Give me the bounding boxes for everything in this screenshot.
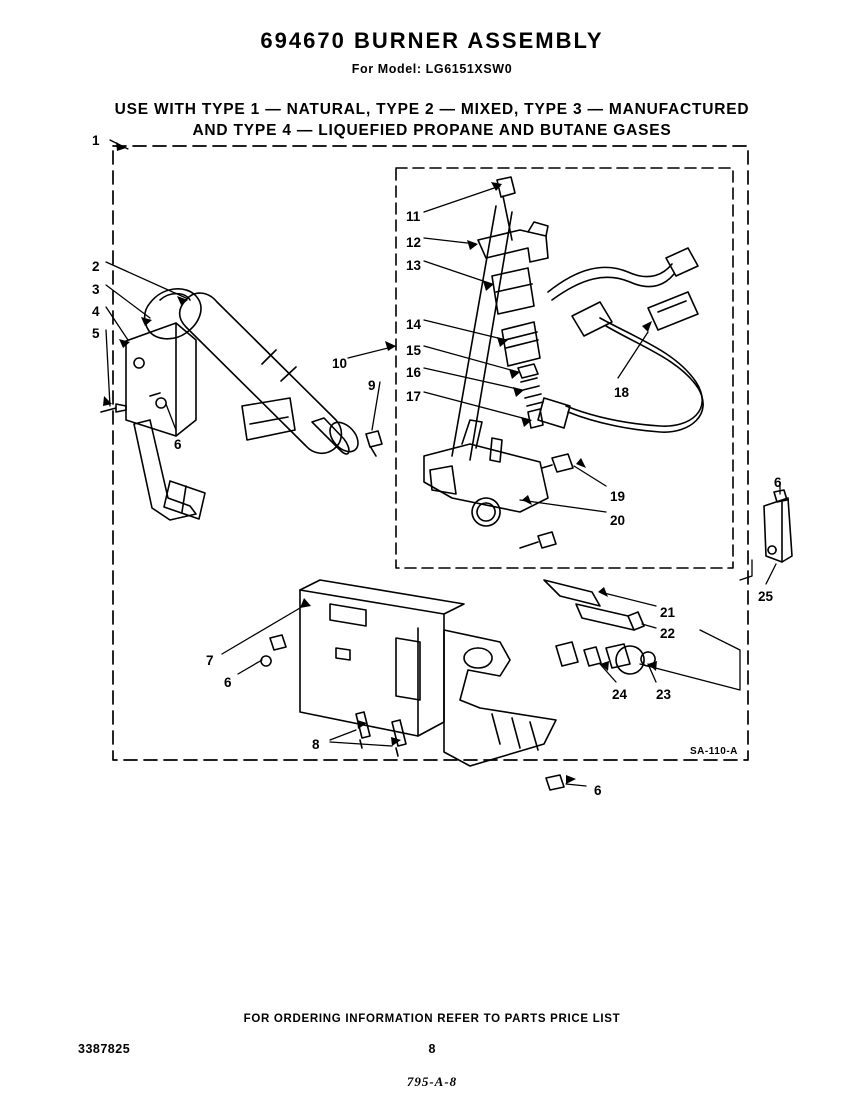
leader-8b	[330, 742, 392, 746]
ignitor-body-13	[492, 268, 534, 314]
leader-18	[618, 332, 648, 378]
leader-15	[424, 346, 518, 372]
callout-2: 2	[92, 259, 100, 274]
top-screw-11	[497, 177, 515, 240]
leader-8a	[330, 730, 356, 740]
leader-25	[766, 564, 776, 584]
callout-10: 10	[332, 356, 348, 371]
harness-connector-a	[666, 248, 698, 276]
callout-8: 8	[312, 737, 320, 752]
leader-1	[110, 140, 128, 149]
fitting-24	[556, 642, 578, 666]
leader-6a	[166, 404, 176, 430]
fitting-23-cap	[616, 646, 644, 674]
base-plate-slot-2	[336, 648, 350, 660]
coil-lines	[505, 332, 538, 348]
leader-16	[424, 368, 522, 390]
fitting-24b	[584, 647, 601, 666]
leader-25-frame	[740, 560, 752, 580]
subtitle-line-1: USE WITH TYPE 1 — NATURAL, TYPE 2 — MIXED, TYPE 3 — MANUFACTURED	[114, 101, 750, 118]
pipe-22	[576, 604, 634, 630]
callout-12: 12	[406, 235, 422, 250]
leader-7	[222, 608, 300, 654]
label-plate-line	[250, 417, 288, 424]
harness-connector-b	[572, 302, 612, 336]
screw-6-bottom	[546, 775, 564, 790]
pipe-22-end	[628, 612, 644, 630]
callout-22: 22	[660, 626, 676, 641]
valve-outlet	[472, 498, 500, 526]
valve-column-rod-2	[470, 212, 512, 460]
burner-bell-inner	[160, 294, 190, 300]
callout-11: 11	[406, 209, 421, 224]
burner-bell	[145, 289, 201, 339]
leader-21	[600, 592, 656, 606]
valve-outlet-inner	[477, 503, 495, 521]
left-connector-block	[164, 481, 205, 519]
leader-22	[642, 624, 656, 628]
callout-9: 9	[368, 378, 376, 393]
leader-11	[424, 186, 500, 212]
harness-wire-1	[548, 264, 672, 292]
valve-screw-20	[520, 532, 556, 548]
page-title: 694670 BURNER ASSEMBLY	[260, 28, 604, 53]
ignitor-bracket-12	[478, 230, 548, 262]
callout-6-plate: 6	[224, 675, 232, 690]
callout-23: 23	[656, 687, 672, 702]
leader-24	[600, 664, 616, 682]
ignitor-bracket-tab	[528, 222, 548, 236]
bracket-25-hole	[768, 546, 776, 554]
base-plate-rib	[396, 638, 420, 700]
valve-body-stem	[490, 438, 502, 462]
fitting-23-cap-in	[641, 652, 655, 666]
screw-7	[270, 635, 286, 650]
left-bracket-hole-2	[156, 398, 166, 408]
burner-mount-hole	[464, 648, 492, 668]
orifice-9	[366, 431, 382, 456]
callout-6-left: 6	[174, 437, 182, 452]
leader-14	[424, 320, 506, 340]
base-plate-top-edge	[300, 580, 464, 614]
leader-12	[424, 238, 476, 244]
leader-17	[424, 392, 530, 420]
arrow-heads	[103, 142, 657, 784]
leader-4	[106, 307, 128, 340]
leader-2	[106, 262, 186, 298]
leader-10	[348, 346, 396, 358]
screw-8b	[392, 720, 406, 756]
callout-4: 4	[92, 304, 100, 319]
model-line: For Model: LG6151XSW0	[351, 62, 513, 76]
screw-6-right	[774, 490, 787, 502]
harness-connector-c	[648, 292, 698, 330]
harness-wire-3	[566, 318, 702, 426]
leader-3	[106, 285, 150, 318]
callout-1: 1	[92, 133, 100, 148]
burner-tube-body	[180, 293, 342, 453]
callout-6-right: 6	[774, 475, 782, 490]
part-number: 3387825	[78, 1042, 131, 1056]
bracket-25	[764, 498, 792, 562]
harness-connector-d	[538, 398, 570, 428]
leader-19	[574, 466, 606, 486]
burner-mount-bracket	[444, 630, 556, 766]
leader-lines	[106, 140, 780, 786]
burner-mount-lines	[492, 714, 538, 750]
leader-6c	[566, 784, 586, 786]
valve-body-face	[430, 466, 456, 494]
fitting-23	[606, 644, 630, 668]
drawing-code: SA-110-A	[690, 746, 738, 757]
valve-body	[424, 444, 548, 512]
callout-13: 13	[406, 258, 422, 273]
callout-7: 7	[206, 653, 214, 668]
coil-14	[502, 322, 540, 366]
burner-outlet-ring	[324, 417, 363, 457]
callout-3: 3	[92, 282, 100, 297]
inner-dashed-frame	[396, 168, 733, 568]
pin-17	[528, 409, 543, 428]
screw-6-plate	[261, 656, 271, 666]
leader-6b	[238, 660, 262, 674]
callout-17: 17	[406, 389, 422, 404]
ordering-information-note: FOR ORDERING INFORMATION REFER TO PARTS PRICE LIST	[243, 1013, 621, 1025]
leader-5	[106, 330, 110, 406]
burner-mid-band	[262, 350, 296, 381]
label-plate	[242, 398, 295, 440]
callout-21: 21	[660, 605, 676, 620]
pipe-21	[544, 580, 600, 606]
spring-16	[521, 378, 543, 406]
callout-16: 16	[406, 365, 422, 380]
washer-15	[518, 364, 538, 378]
callout-24: 24	[612, 687, 628, 702]
callout-25: 25	[758, 589, 774, 604]
leader-13	[424, 261, 492, 284]
callout-6-bottom: 6	[594, 783, 602, 798]
page-number: 8	[428, 1042, 436, 1056]
base-plate	[300, 590, 444, 736]
screw-8a	[356, 712, 370, 748]
callout-19: 19	[610, 489, 626, 504]
burner-cone-end	[312, 418, 349, 454]
valve-screw-19	[542, 454, 573, 472]
callout-5: 5	[92, 326, 100, 341]
left-connector-notch	[182, 486, 186, 512]
revision-code: 795-A-8	[406, 1074, 458, 1089]
leader-20	[520, 500, 606, 512]
valve-body-top	[462, 420, 482, 448]
callout-18: 18	[614, 385, 630, 400]
base-plate-slot-1	[330, 604, 366, 626]
harness-wire-4	[568, 326, 703, 432]
callout-20: 20	[610, 513, 626, 528]
left-bracket	[126, 323, 196, 436]
ignitor-body-cap	[496, 284, 532, 292]
left-bracket-hole-1	[134, 358, 144, 368]
callout-14: 14	[406, 317, 422, 332]
valve-column-rod	[452, 206, 496, 456]
harness-wire-2	[552, 274, 674, 300]
leader-23	[648, 664, 656, 682]
screw-left-2	[150, 393, 160, 396]
leader-right-group	[640, 630, 740, 690]
left-bracket-arm	[134, 420, 196, 520]
screw-left-1	[101, 404, 126, 412]
subtitle-line-2: AND TYPE 4 — LIQUEFIED PROPANE AND BUTANE GASES	[192, 122, 672, 139]
callout-15: 15	[406, 343, 422, 358]
harness-connector-c-in	[658, 301, 686, 312]
